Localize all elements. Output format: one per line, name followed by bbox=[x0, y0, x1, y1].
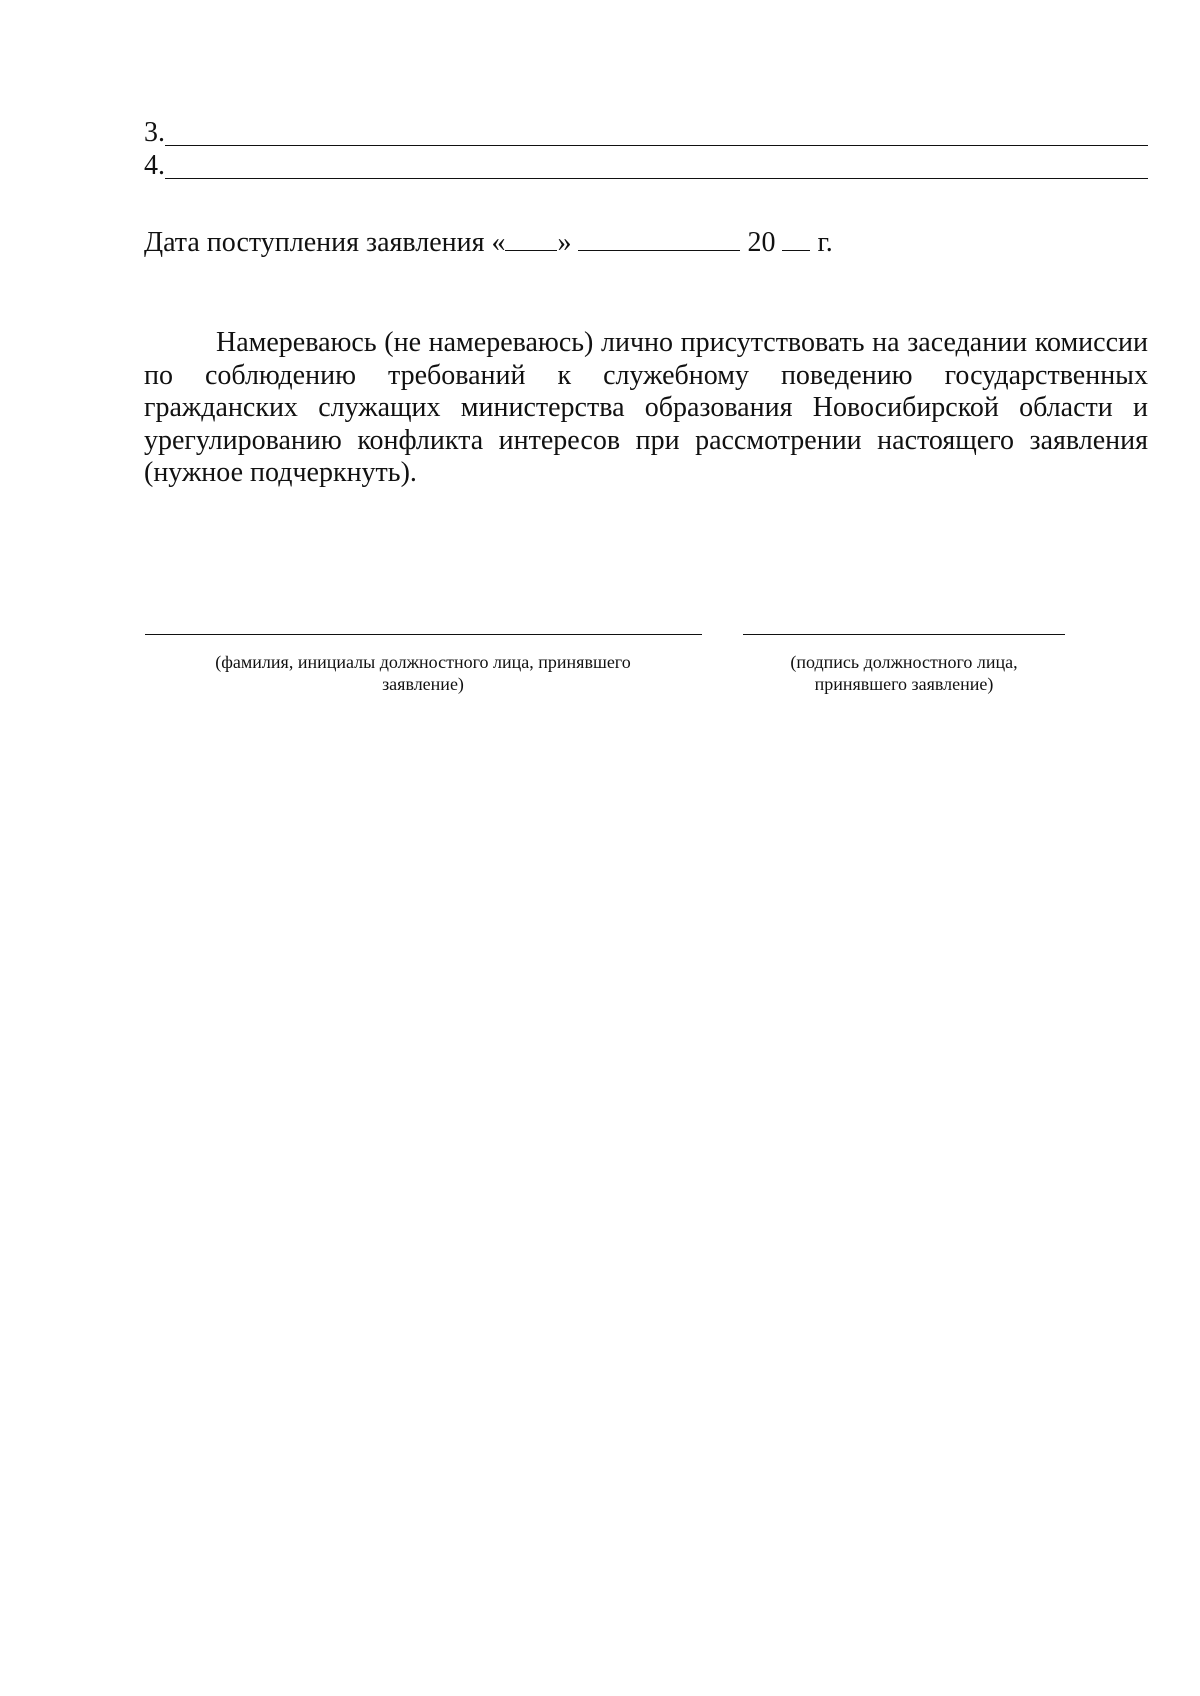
attendance-intent-paragraph: Намереваюсь (не намереваюсь) лично присутствовать на заседании комиссии по соблюдению требований к служебному поведению государственных гражданских служащих министерства образования Новосибирской области и урегулированию конфликта интересов при рассмотрении настоящего заявления (нужное подчеркнуть). bbox=[144, 327, 1148, 488]
receipt-date-line bbox=[144, 226, 833, 260]
close-quote: » bbox=[557, 227, 572, 258]
day-blank bbox=[505, 226, 557, 251]
month-blank bbox=[578, 226, 740, 251]
receipt-date-label: Дата поступления заявления « bbox=[144, 227, 506, 258]
line-number: 4. bbox=[144, 150, 165, 181]
name-signature-rule bbox=[145, 634, 702, 635]
signature-caption: (подпись должностного лица, принявшего заявление) bbox=[790, 652, 1018, 694]
line-number: 3. bbox=[144, 117, 165, 148]
fill-in-rule bbox=[165, 145, 1148, 146]
name-caption: (фамилия, инициалы должностного лица, принявшего заявление) bbox=[215, 652, 631, 694]
numbered-line-4 bbox=[144, 149, 1148, 183]
fill-in-rule bbox=[165, 178, 1148, 179]
signature-rule bbox=[743, 634, 1065, 635]
year-blank bbox=[782, 226, 810, 251]
year-suffix: г. bbox=[817, 227, 833, 258]
numbered-line-3 bbox=[144, 116, 1148, 150]
year-prefix: 20 bbox=[747, 227, 776, 258]
